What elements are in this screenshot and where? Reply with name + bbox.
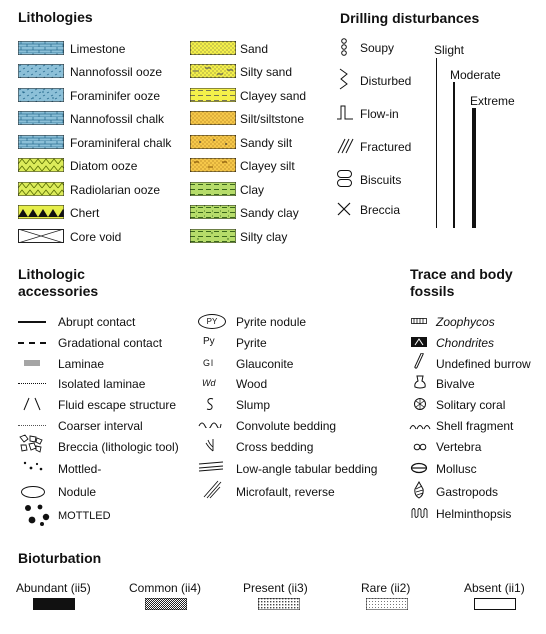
- fractured-icon: [336, 137, 354, 155]
- accessory-label: Breccia (lithologic tool): [58, 440, 179, 454]
- convolute-bedding-icon: [198, 420, 222, 428]
- fluid-escape-icon: [22, 397, 42, 411]
- fossil-label: Solitary coral: [436, 398, 506, 412]
- bioturbation-rare-swatch: [366, 598, 408, 610]
- lithology-label: Sandy silt: [240, 136, 293, 150]
- trace-heading-line2: fossils: [410, 283, 455, 299]
- bioturbation-absent-swatch: [474, 598, 516, 610]
- sandy-silt-swatch: [190, 135, 236, 149]
- accessory-label: Pyrite: [236, 336, 267, 350]
- lithology-label: Limestone: [70, 42, 126, 56]
- lithology-label: Silty sand: [240, 65, 293, 79]
- lithology-label: Nannofossil chalk: [70, 112, 165, 126]
- abrupt-contact-icon: [18, 321, 46, 323]
- fossil-label: Bivalve: [436, 377, 475, 391]
- coarser-interval-icon: [18, 425, 46, 426]
- disturbance-label: Biscuits: [360, 173, 402, 187]
- bioturbation-present-swatch: [258, 598, 300, 610]
- lithology-label: Diatom ooze: [70, 159, 138, 173]
- mottled-large-icon: [22, 503, 52, 527]
- fossil-label: Vertebra: [436, 440, 482, 454]
- undefined-burrow-icon: [413, 353, 425, 369]
- isolated-laminae-icon: [18, 383, 46, 384]
- accessory-label: MOTTLED: [58, 510, 111, 522]
- vertebra-icon: [413, 443, 427, 451]
- foraminiferal-chalk-swatch: [18, 135, 64, 149]
- sand-swatch: [190, 41, 236, 55]
- accessory-label: Isolated laminae: [58, 377, 146, 391]
- accessory-label: Coarser interval: [58, 419, 143, 433]
- disturbance-label: Fractured: [360, 140, 412, 154]
- silt-siltstone-swatch: [190, 111, 236, 125]
- fossil-label: Undefined burrow: [436, 357, 531, 371]
- mollusc-icon: [410, 462, 428, 474]
- bioturbation-label: Rare (ii2): [361, 581, 411, 595]
- clayey-sand-swatch: [190, 88, 236, 102]
- gradational-contact-icon: [18, 342, 46, 344]
- bioturbation-heading: Bioturbation: [18, 550, 102, 566]
- mottled-small-icon: [22, 460, 44, 472]
- intensity-moderate-bar: [453, 82, 455, 228]
- fossil-label: Helminthopsis: [436, 507, 512, 521]
- lithology-label: Core void: [70, 230, 122, 244]
- accessory-label: Laminae: [58, 357, 105, 371]
- low-angle-bedding-icon: [198, 460, 224, 472]
- bivalve-icon: [413, 375, 427, 389]
- cross-bedding-icon: [203, 438, 217, 452]
- chondrites-icon: [411, 337, 427, 347]
- accessory-label: Mottled-: [58, 462, 102, 476]
- accessory-label: Convolute bedding: [236, 419, 337, 433]
- lithologies-heading: Lithologies: [18, 9, 93, 25]
- accessory-label: Low-angle tabular bedding: [236, 462, 378, 476]
- accessory-label: Wood: [236, 377, 268, 391]
- bioturbation-abundant-swatch: [33, 598, 75, 610]
- clay-swatch: [190, 182, 236, 196]
- lithology-label: Clay: [240, 183, 265, 197]
- breccia-tool-icon: [18, 434, 44, 454]
- slump-icon: [204, 397, 216, 411]
- nannofossil-ooze-swatch: [18, 64, 64, 78]
- lithology-label: Nannofossil ooze: [70, 65, 163, 79]
- chert-swatch: [18, 205, 64, 219]
- lithology-label: Silty clay: [240, 230, 288, 244]
- lithology-label: Foraminiferal chalk: [70, 136, 172, 150]
- accessory-label: Pyrite nodule: [236, 315, 307, 329]
- pyrite-nodule-icon: PY: [198, 314, 226, 329]
- sandy-clay-swatch: [190, 205, 236, 219]
- disturbed-icon: [338, 68, 350, 90]
- clayey-silt-swatch: [190, 158, 236, 172]
- biscuits-icon: [336, 169, 354, 189]
- lithology-label: Sand: [240, 42, 269, 56]
- bioturbation-label: Absent (ii1): [464, 581, 525, 595]
- fossil-label: Gastropods: [436, 485, 499, 499]
- nodule-icon: [20, 485, 46, 499]
- core-void-swatch: [18, 229, 64, 243]
- soupy-icon: [338, 38, 350, 56]
- intensity-slight-label: Slight: [434, 43, 465, 57]
- fossil-label: Mollusc: [436, 462, 477, 476]
- accessories-heading-line1: Lithologic: [18, 266, 85, 282]
- lithology-label: Sandy clay: [240, 206, 299, 220]
- laminae-icon: [24, 360, 40, 366]
- lithology-label: Chert: [70, 206, 100, 220]
- accessories-heading-line2: accessories: [18, 283, 99, 299]
- bioturbation-label: Present (ii3): [243, 581, 308, 595]
- glauconite-icon: Gl: [203, 358, 214, 368]
- foraminifer-ooze-swatch: [18, 88, 64, 102]
- gastropods-icon: [413, 481, 425, 499]
- intensity-slight-bar: [436, 58, 437, 228]
- radiolarian-ooze-swatch: [18, 182, 64, 196]
- accessory-label: Nodule: [58, 485, 97, 499]
- zoophycos-icon: [411, 318, 427, 324]
- fossil-label: Shell fragment: [436, 419, 514, 433]
- accessory-label: Slump: [236, 398, 271, 412]
- wood-icon: Wd: [202, 378, 216, 388]
- intensity-moderate-label: Moderate: [450, 68, 501, 82]
- helminthopsis-icon: [411, 507, 429, 519]
- solitary-coral-icon: [413, 397, 427, 411]
- lithology-label: Clayey sand: [240, 89, 307, 103]
- diatom-ooze-swatch: [18, 158, 64, 172]
- accessory-label: Fluid escape structure: [58, 398, 177, 412]
- accessory-label: Cross bedding: [236, 440, 314, 454]
- microfault-icon: [202, 479, 222, 499]
- accessory-label: Gradational contact: [58, 336, 163, 350]
- disturbance-label: Soupy: [360, 41, 395, 55]
- breccia-cross-icon: [336, 201, 352, 217]
- flow-in-icon: [336, 104, 354, 120]
- fossil-label: Chondrites: [436, 336, 495, 350]
- silty-sand-swatch: [190, 64, 236, 78]
- accessory-label: Microfault, reverse: [236, 485, 335, 499]
- disturbance-label: Disturbed: [360, 74, 412, 88]
- accessory-label: Glauconite: [236, 357, 294, 371]
- disturbance-label: Flow-in: [360, 107, 399, 121]
- intensity-extreme-bar: [472, 108, 476, 228]
- lithology-label: Radiolarian ooze: [70, 183, 161, 197]
- drilling-heading: Drilling disturbances: [340, 10, 480, 26]
- nannofossil-chalk-swatch: [18, 111, 64, 125]
- disturbance-label: Breccia: [360, 203, 401, 217]
- lithology-label: Silt/siltstone: [240, 112, 305, 126]
- intensity-extreme-label: Extreme: [470, 94, 515, 108]
- lithology-label: Clayey silt: [240, 159, 295, 173]
- bioturbation-label: Abundant (ii5): [16, 581, 91, 595]
- silty-clay-swatch: [190, 229, 236, 243]
- bioturbation-label: Common (ii4): [129, 581, 202, 595]
- shell-fragment-icon: [409, 421, 431, 431]
- limestone-swatch: [18, 41, 64, 55]
- trace-heading-line1: Trace and body: [410, 266, 513, 282]
- fossil-label: Zoophycos: [436, 315, 495, 329]
- bioturbation-common-swatch: [145, 598, 187, 610]
- lithology-label: Foraminifer ooze: [70, 89, 161, 103]
- accessory-label: Abrupt contact: [58, 315, 136, 329]
- pyrite-icon: Py: [203, 336, 215, 347]
